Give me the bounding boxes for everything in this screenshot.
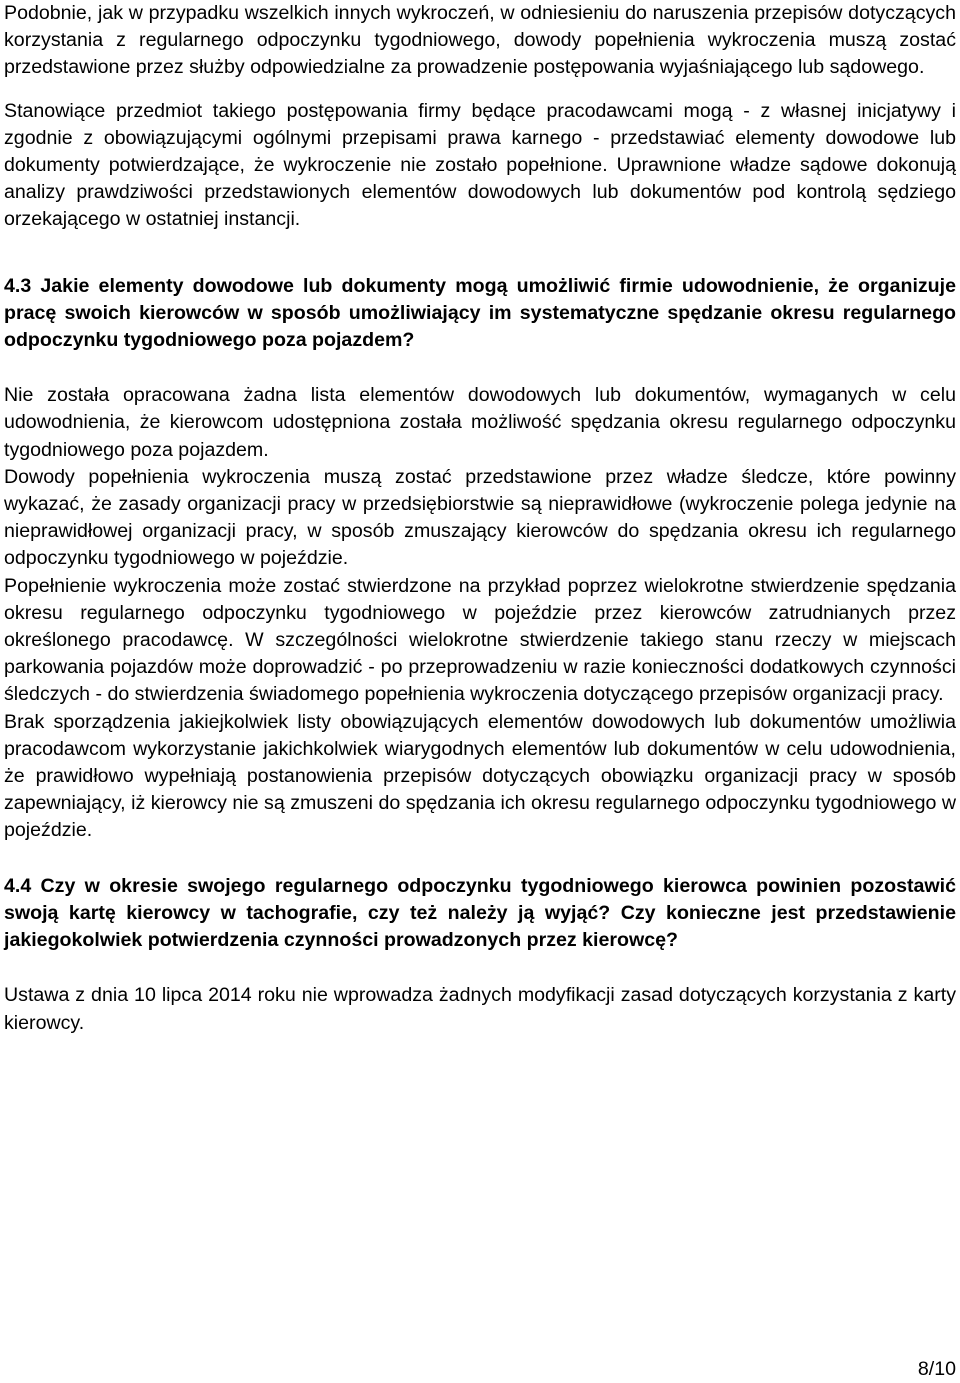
paragraph-investigators-evidence: Dowody popełnienia wykroczenia muszą zostać przedstawione przez władze śledcze, które powinny wykazać, że zasady organizacji pracy w przedsiębiorstwie są nieprawidłowe (wykroczenie polega jedynie na nieprawidłowej organizacji pracy, w sposób zmuszający kierowców do spędzania okresu ich regularnego odpoczynku tygodniowego w pojeździe.: [4, 465, 956, 570]
page-number: 8/10: [917, 1358, 956, 1380]
heading-4-3: 4.3 Jakie elementy dowodowe lub dokumenty mogą umożliwić firmie udowodnienie, że organizuje pracę swoich kierowców w sposób umożliwiający im systematyczne spędzanie okresu regularnego odpoczynku tygodniowego poza pojazdem?: [4, 274, 956, 352]
paragraph-employer-evidence: Stanowiące przedmiot takiego postępowania firmy będące pracodawcami mogą - z własnej inicjatywy i zgodnie z obowiązującymi ogólnymi przepisami prawa karnego - przedstawiać elementy dowodowe lub dokumenty potwierdzające, że wykroczenie nie zostało popełnione. Uprawnione władze sądowe dokonują analizy prawdziwości przedstawionych elementów dowodowych lub dokumentów pod kontrolą sędziego orzekającego w ostatniej instancji.: [4, 99, 956, 231]
paragraph-offence-detection: Popełnienie wykroczenia może zostać stwierdzone na przykład poprzez wielokrotne stwierdzenie spędzania okresu regularnego odpoczynku tygodniowego w pojeździe przez kierowców zatrudnianych przez określonego pracodawcę. W szczególności wielokrotne stwierdzenie takiego stanu rzeczy w miejscach parkowania pojazdów może doprowadzić - po przeprowadzeniu w razie konieczności dodatkowych czynności śledczych - do stwierdzenia świadomego popełnienia wykroczenia dotyczącego przepisów organizacji pracy.: [4, 574, 956, 706]
paragraph-no-list: Nie została opracowana żadna lista elementów dowodowych lub dokumentów, wymaganych w celu udowodnienia, że kierowcom udostępniona została możliwość spędzania okresu regularnego odpoczynku tygodniowego poza pojazdem.: [4, 384, 956, 461]
document-page: [4, 0, 956, 1037]
paragraph-no-list-consequence: Brak sporządzenia jakiejkolwiek listy obowiązujących elementów dowodowych lub dokumentów umożliwia pracodawcom wykorzystanie jakichkolwiek wiarygodnych elementów lub dokumentów w celu udowodnienia, że prawidłowo wypełniają postanowienia przepisów dotyczących obowiązku organizacji pracy w sposób zapewniający, iż kierowcy nie są zmuszeni do spędzania ich okresu regularnego odpoczynku tygodniowego w pojeździe.: [4, 710, 956, 842]
heading-4-4: 4.4 Czy w okresie swojego regularnego odpoczynku tygodniowego kierowca powinien pozostawić swoją kartę kierowcy w tachografie, czy też należy ją wyjąć? Czy konieczne jest przedstawienie jakiegokolwiek potwierdzenia czynności prowadzonych przez kierowcę?: [4, 874, 956, 952]
paragraph-act-2014: Ustawa z dnia 10 lipca 2014 roku nie wprowadza żadnych modyfikacji zasad dotyczących korzystania z karty kierowcy.: [4, 984, 956, 1034]
paragraph-evidence-services: Podobnie, jak w przypadku wszelkich innych wykroczeń, w odniesieniu do naruszenia przepisów dotyczących korzystania z regularnego odpoczynku tygodniowego, dowody popełnienia wykroczenia muszą zostać przedstawione przez służby odpowiedzialne za prowadzenie postępowania wyjaśniającego lub sądowego.: [4, 2, 956, 79]
